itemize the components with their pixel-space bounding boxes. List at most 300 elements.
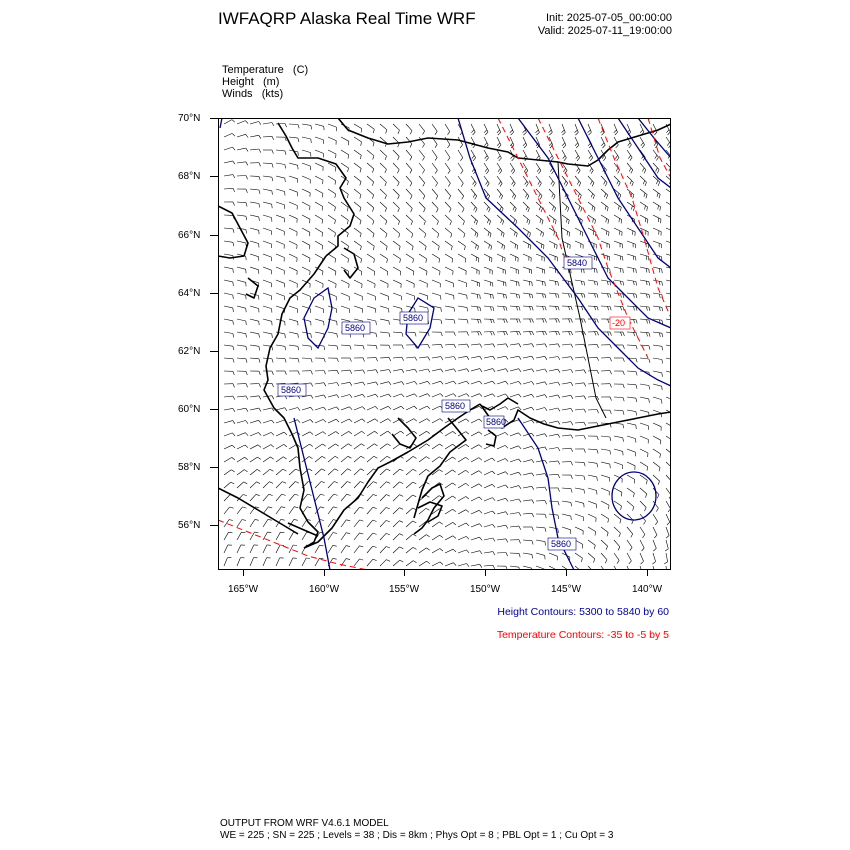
- wind-barb: [367, 293, 375, 296]
- wind-barb: [341, 407, 349, 410]
- wind-barb: [263, 432, 271, 436]
- wind-barb-flag: [362, 419, 365, 422]
- wind-barb-flag: [322, 233, 323, 237]
- wind-barb-flag: [516, 221, 517, 225]
- wind-barb-flag: [346, 520, 350, 521]
- wind-barb: [497, 215, 504, 221]
- wind-barb-flag: [337, 407, 340, 410]
- wind-barb-flag: [258, 433, 261, 436]
- wind-barb-flag: [571, 408, 573, 412]
- wind-barb: [354, 137, 362, 142]
- wind-barb: [367, 456, 374, 462]
- wind-barb-flag: [479, 471, 482, 474]
- wind-barb: [237, 433, 245, 436]
- wind-barb-flag: [246, 384, 248, 388]
- wind-barb-flag: [428, 369, 430, 372]
- wind-barb-flag: [360, 482, 364, 484]
- lat-label: 64°N: [178, 288, 201, 299]
- wind-barb: [354, 469, 361, 475]
- wind-barb: [328, 189, 336, 194]
- wind-barb-flag: [545, 421, 547, 424]
- wind-barb: [562, 202, 569, 208]
- wind-barb-flag: [462, 196, 464, 199]
- wind-barb-flag: [541, 232, 542, 236]
- wind-barb: [289, 408, 298, 411]
- wind-barb-flag: [500, 207, 502, 211]
- wind-barb: [640, 332, 649, 333]
- wind-barb: [627, 254, 636, 257]
- wind-barb-flag: [293, 545, 297, 546]
- wind-barb: [341, 533, 346, 540]
- wind-barb-flag: [633, 269, 634, 273]
- wind-barb-flag: [460, 145, 463, 148]
- wind-barb: [601, 527, 608, 533]
- wind-barb: [536, 267, 545, 270]
- wind-barb-flag: [656, 157, 658, 160]
- wind-barb-flag: [646, 294, 647, 298]
- wind-barb-flag: [594, 208, 595, 212]
- wind-barb: [393, 495, 400, 501]
- wind-barb-flag: [398, 143, 400, 147]
- height-label-5860-e: [484, 416, 506, 428]
- wind-barb-flag: [308, 494, 312, 495]
- wind-barb: [627, 306, 636, 307]
- wind-barb-flag: [258, 457, 261, 459]
- wind-barb-flag: [245, 433, 248, 436]
- wind-barb-flag: [427, 431, 430, 433]
- wind-barb: [302, 358, 311, 359]
- wind-barb-flag: [491, 319, 492, 323]
- wind-barb-flag: [646, 480, 647, 484]
- wind-barb: [497, 241, 505, 246]
- wind-barb: [445, 228, 452, 234]
- wind-barb: [601, 202, 608, 207]
- wind-barb-flag: [528, 232, 529, 236]
- wind-barb-flag: [347, 181, 348, 185]
- wind-barb-flag: [414, 406, 417, 409]
- wind-barb-flag: [545, 514, 546, 518]
- wind-barb-flag: [514, 219, 515, 223]
- wind-barb-flag: [232, 445, 235, 448]
- wind-barb-flag: [493, 538, 495, 541]
- wind-barb-flag: [526, 207, 528, 211]
- wind-barb: [419, 215, 426, 221]
- wind-barb-flag: [618, 170, 620, 174]
- wind-barb-flag: [610, 371, 612, 375]
- wind-barb-flag: [540, 219, 541, 223]
- wind-barb-flag: [614, 130, 617, 133]
- wind-barb: [406, 561, 413, 566]
- wind-barb-flag: [233, 371, 234, 375]
- wind-barb-flag: [479, 484, 482, 487]
- wind-barb: [328, 280, 336, 284]
- wind-barb: [380, 507, 386, 514]
- wind-barb: [510, 433, 518, 436]
- wind-barb: [341, 546, 346, 553]
- wind-barb-flag: [657, 495, 659, 499]
- wind-barb-flag: [311, 371, 313, 375]
- wind-barb: [471, 280, 480, 283]
- wind-barb: [523, 267, 532, 270]
- wind-barb: [302, 189, 310, 193]
- wind-barb-flag: [423, 183, 425, 187]
- wind-barb: [471, 369, 480, 371]
- wind-barb-flag: [350, 358, 351, 362]
- wind-barb-flag: [636, 359, 637, 363]
- wind-barb-flag: [477, 234, 478, 238]
- lon-tick: [404, 570, 405, 576]
- contour-label-h4: 5860: [281, 385, 302, 395]
- wind-barb-flag: [472, 156, 475, 159]
- wind-barb: [549, 448, 558, 450]
- wind-barb-flag: [636, 412, 637, 416]
- wind-barb-flag: [373, 533, 377, 534]
- wind-barb: [224, 161, 233, 163]
- wind-barb-flag: [634, 480, 635, 484]
- wind-barb: [367, 202, 374, 208]
- wind-barb: [367, 370, 376, 371]
- wind-barb: [289, 332, 298, 334]
- wind-barb: [315, 545, 320, 553]
- wind-barb: [523, 382, 532, 385]
- wind-barb: [328, 345, 337, 346]
- lon-tick: [243, 570, 244, 576]
- wind-barb: [497, 432, 505, 436]
- wind-barb: [263, 215, 272, 218]
- wind-barb: [328, 520, 333, 527]
- wind-barb-flag: [427, 271, 428, 275]
- wind-barb: [536, 434, 545, 436]
- wind-barb-flag: [322, 193, 323, 197]
- wind-barb-flag: [629, 145, 632, 148]
- wind-barb-flag: [552, 194, 554, 198]
- wind-barb: [224, 280, 233, 282]
- wind-barb: [562, 501, 571, 502]
- wind-barb: [471, 202, 477, 209]
- wind-barb: [224, 358, 233, 359]
- wind-barb-flag: [412, 234, 413, 238]
- wind-barb-flag: [519, 459, 522, 462]
- wind-barb-flag: [385, 195, 387, 199]
- wind-barb-flag: [519, 307, 520, 311]
- wind-barb-flag: [594, 269, 595, 273]
- wind-barb-flag: [503, 233, 504, 237]
- wind-barb: [523, 460, 532, 462]
- wind-barb: [302, 520, 307, 528]
- wind-barb-flag: [233, 229, 234, 233]
- wind-barb-flag: [523, 130, 526, 133]
- wind-barb-flag: [232, 433, 235, 436]
- wind-barb-flag: [597, 294, 598, 298]
- wind-barb-flag: [582, 294, 583, 298]
- wind-barb: [276, 189, 285, 192]
- wind-barb: [354, 215, 361, 221]
- wind-barb: [627, 371, 636, 372]
- wind-barb-flag: [272, 150, 273, 154]
- wind-barb-flag: [636, 320, 637, 324]
- wind-barb-flag: [597, 332, 599, 336]
- wind-barb-flag: [497, 143, 500, 146]
- wind-barb: [393, 215, 400, 221]
- wind-barb: [302, 432, 310, 436]
- wind-barb-flag: [435, 170, 437, 173]
- wind-barb: [302, 137, 311, 139]
- wind-barb-flag: [556, 319, 558, 323]
- wind-barb: [523, 356, 532, 358]
- wind-barb: [627, 163, 633, 170]
- wind-barb-flag: [492, 484, 495, 487]
- wind-barb: [588, 449, 597, 450]
- wind-barb: [302, 444, 310, 449]
- wind-barb-flag: [387, 259, 388, 263]
- wind-barb: [432, 176, 438, 183]
- wind-barb-flag: [564, 158, 567, 161]
- wind-barb-flag: [272, 164, 273, 168]
- wind-barb: [458, 254, 466, 259]
- wind-barb: [367, 319, 376, 321]
- wind-barb-flag: [621, 307, 622, 311]
- wind-barb-flag: [480, 295, 481, 299]
- wind-barb-flag: [580, 231, 581, 235]
- wind-barb: [562, 382, 571, 384]
- wind-barb: [445, 549, 453, 553]
- wind-barb-flag: [575, 143, 578, 146]
- wind-barb: [523, 566, 532, 568]
- wind-barb-flag: [411, 208, 413, 212]
- wind-barb: [224, 470, 231, 475]
- wind-barb: [445, 293, 454, 295]
- wind-barb: [328, 456, 335, 462]
- wind-barb-flag: [636, 294, 637, 298]
- wind-barb-flag: [413, 547, 417, 549]
- wind-barb-flag: [246, 176, 248, 180]
- wind-barb: [354, 280, 362, 284]
- wind-barb: [315, 306, 324, 309]
- wind-barb: [367, 394, 376, 397]
- wind-barb-flag: [584, 282, 585, 286]
- wind-barb-flag: [321, 494, 325, 495]
- wind-barb: [640, 384, 649, 386]
- wind-barb: [419, 381, 428, 384]
- wind-barb: [601, 280, 610, 282]
- wind-barb-flag: [636, 398, 637, 402]
- wind-barb-flag: [372, 208, 373, 212]
- wind-barb: [419, 280, 427, 284]
- wind-barb-flag: [519, 319, 520, 323]
- wind-barb: [276, 507, 281, 514]
- footer-config: WE = 225 ; SN = 225 ; Levels = 38 ; Dis = 8km ; Phys Opt = 8 ; PBL Opt = 1 ; Cu Opt = 3: [220, 830, 614, 841]
- wind-barb: [445, 369, 454, 371]
- wind-barb-flag: [476, 245, 477, 249]
- wind-barb: [445, 254, 453, 259]
- wind-barb-flag: [466, 432, 469, 435]
- wind-barb-flag: [621, 220, 622, 224]
- wind-barb-flag: [593, 231, 594, 235]
- wind-barb: [445, 137, 450, 145]
- wind-barb-flag: [670, 482, 671, 486]
- wind-barb: [224, 396, 233, 397]
- wind-barb: [393, 357, 402, 358]
- wind-barb-flag: [499, 194, 501, 198]
- wind-barb: [341, 319, 350, 321]
- contour-label-h1: 5840: [567, 258, 588, 268]
- wind-barb-flag: [360, 169, 361, 173]
- wind-barb-flag: [645, 508, 647, 512]
- wind-barb-flag: [479, 445, 482, 448]
- wind-barb-flag: [582, 220, 583, 224]
- wind-barb: [315, 137, 324, 140]
- wind-barb-flag: [257, 469, 260, 471]
- wind-barb-flag: [466, 394, 469, 397]
- wind-barb-flag: [504, 319, 505, 323]
- wind-barb-flag: [389, 345, 390, 349]
- wind-barb: [432, 562, 440, 566]
- lat-label: 66°N: [178, 230, 201, 241]
- wind-barb: [458, 369, 467, 371]
- wind-barb: [614, 449, 623, 451]
- wind-barb: [653, 449, 661, 454]
- wind-barb-flag: [453, 496, 456, 498]
- wind-barb-flag: [532, 344, 534, 348]
- wind-barb-flag: [259, 359, 260, 363]
- wind-barb-flag: [259, 135, 261, 138]
- wind-barb: [445, 536, 453, 540]
- wind-barb-flag: [554, 208, 556, 212]
- wind-barb: [523, 215, 530, 221]
- wind-barb-flag: [517, 246, 518, 250]
- wind-barb-flag: [246, 396, 248, 400]
- wind-barb: [666, 254, 671, 257]
- wind-barb-flag: [452, 470, 455, 472]
- wind-barb-flag: [259, 384, 261, 388]
- wind-barb: [666, 423, 671, 428]
- wind-barb-flag: [402, 369, 404, 373]
- wind-barb-flag: [633, 493, 634, 497]
- wind-barb: [458, 215, 465, 221]
- wind-barb: [289, 176, 298, 179]
- wind-barb-flag: [281, 519, 285, 520]
- wind-barb-flag: [233, 161, 235, 164]
- wind-barb-flag: [324, 395, 326, 398]
- wind-barb-flag: [652, 562, 655, 565]
- wind-barb: [263, 469, 270, 475]
- wind-barb-flag: [478, 246, 479, 250]
- wind-barb: [250, 254, 259, 257]
- wind-barb-flag: [360, 533, 364, 534]
- wind-barb: [640, 163, 646, 170]
- wind-barb: [627, 397, 636, 398]
- wind-barb-flag: [529, 282, 530, 286]
- wind-barb: [510, 459, 519, 462]
- wind-barb-flag: [246, 321, 247, 325]
- wind-barb-flag: [643, 181, 645, 185]
- wind-barb-flag: [285, 346, 286, 350]
- wind-barb-flag: [475, 196, 477, 199]
- wind-barb: [575, 241, 583, 245]
- wind-barb-flag: [441, 357, 443, 361]
- wind-barb: [354, 241, 361, 246]
- wind-barb: [289, 163, 298, 165]
- wind-barb: [653, 228, 661, 232]
- wind-barb: [575, 293, 584, 294]
- wind-barb-flag: [346, 533, 350, 534]
- height-legend: Height Contours: 5300 to 5840 by 60: [497, 606, 669, 618]
- wind-barb-flag: [543, 319, 545, 323]
- wind-barb-flag: [448, 170, 450, 173]
- wind-barb-flag: [571, 370, 573, 373]
- wind-barb-flag: [659, 269, 660, 273]
- wind-barb: [250, 122, 259, 125]
- wind-barb: [471, 394, 479, 397]
- wind-barb-flag: [489, 221, 491, 225]
- wind-barb-flag: [489, 245, 490, 249]
- wind-barb-flag: [659, 307, 660, 311]
- wind-barb-flag: [571, 435, 573, 439]
- wind-barb-flag: [268, 507, 272, 508]
- wind-barb: [406, 381, 415, 384]
- wind-barb-flag: [659, 194, 660, 198]
- wind-barb-flag: [463, 221, 465, 225]
- wind-barb: [419, 369, 428, 371]
- wind-barb: [575, 475, 584, 476]
- wind-barb-flag: [581, 281, 582, 285]
- wind-barb-flag: [479, 419, 482, 422]
- wind-barb: [367, 520, 373, 527]
- wind-barb-flag: [385, 221, 386, 225]
- wind-barb: [263, 293, 272, 296]
- wind-barb-flag: [519, 486, 521, 489]
- wind-barb-flag: [398, 196, 400, 200]
- wind-barb-flag: [373, 559, 377, 560]
- wind-barb-flag: [623, 438, 624, 442]
- wind-barb: [484, 176, 489, 183]
- wind-barb-flag: [506, 331, 508, 335]
- wind-barb-flag: [558, 382, 560, 385]
- wind-barb-flag: [389, 394, 392, 397]
- wind-barb: [666, 280, 671, 282]
- wind-barb-flag: [311, 395, 313, 398]
- wind-barb-flag: [413, 482, 417, 484]
- wind-barb: [354, 394, 363, 397]
- wind-barb: [562, 215, 569, 220]
- wind-barb-flag: [538, 181, 540, 184]
- wind-barb-flag: [259, 334, 260, 338]
- wind-barb-flag: [479, 394, 482, 397]
- wind-barb-flag: [505, 407, 508, 410]
- wind-barb: [419, 306, 428, 308]
- wind-barb-flag: [413, 521, 417, 523]
- wind-barb-flag: [610, 384, 612, 388]
- wind-barb: [432, 293, 441, 296]
- wind-barb-flag: [530, 306, 531, 310]
- wind-barb-flag: [337, 383, 339, 387]
- wind-barb: [627, 423, 636, 425]
- wind-barb-flag: [360, 155, 361, 159]
- wind-barb-flag: [608, 220, 609, 224]
- wind-barb: [380, 293, 388, 296]
- wind-barb-flag: [336, 419, 339, 422]
- wind-barb-flag: [310, 444, 313, 446]
- wind-barb-flag: [436, 183, 438, 186]
- wind-barb: [237, 332, 246, 334]
- wind-barb: [666, 397, 671, 400]
- wind-barb-flag: [347, 194, 348, 198]
- wind-barb-flag: [530, 319, 532, 323]
- wind-barb: [523, 473, 532, 475]
- wind-barb: [510, 446, 518, 449]
- wind-barb-flag: [668, 132, 671, 135]
- wind-barb: [380, 332, 389, 333]
